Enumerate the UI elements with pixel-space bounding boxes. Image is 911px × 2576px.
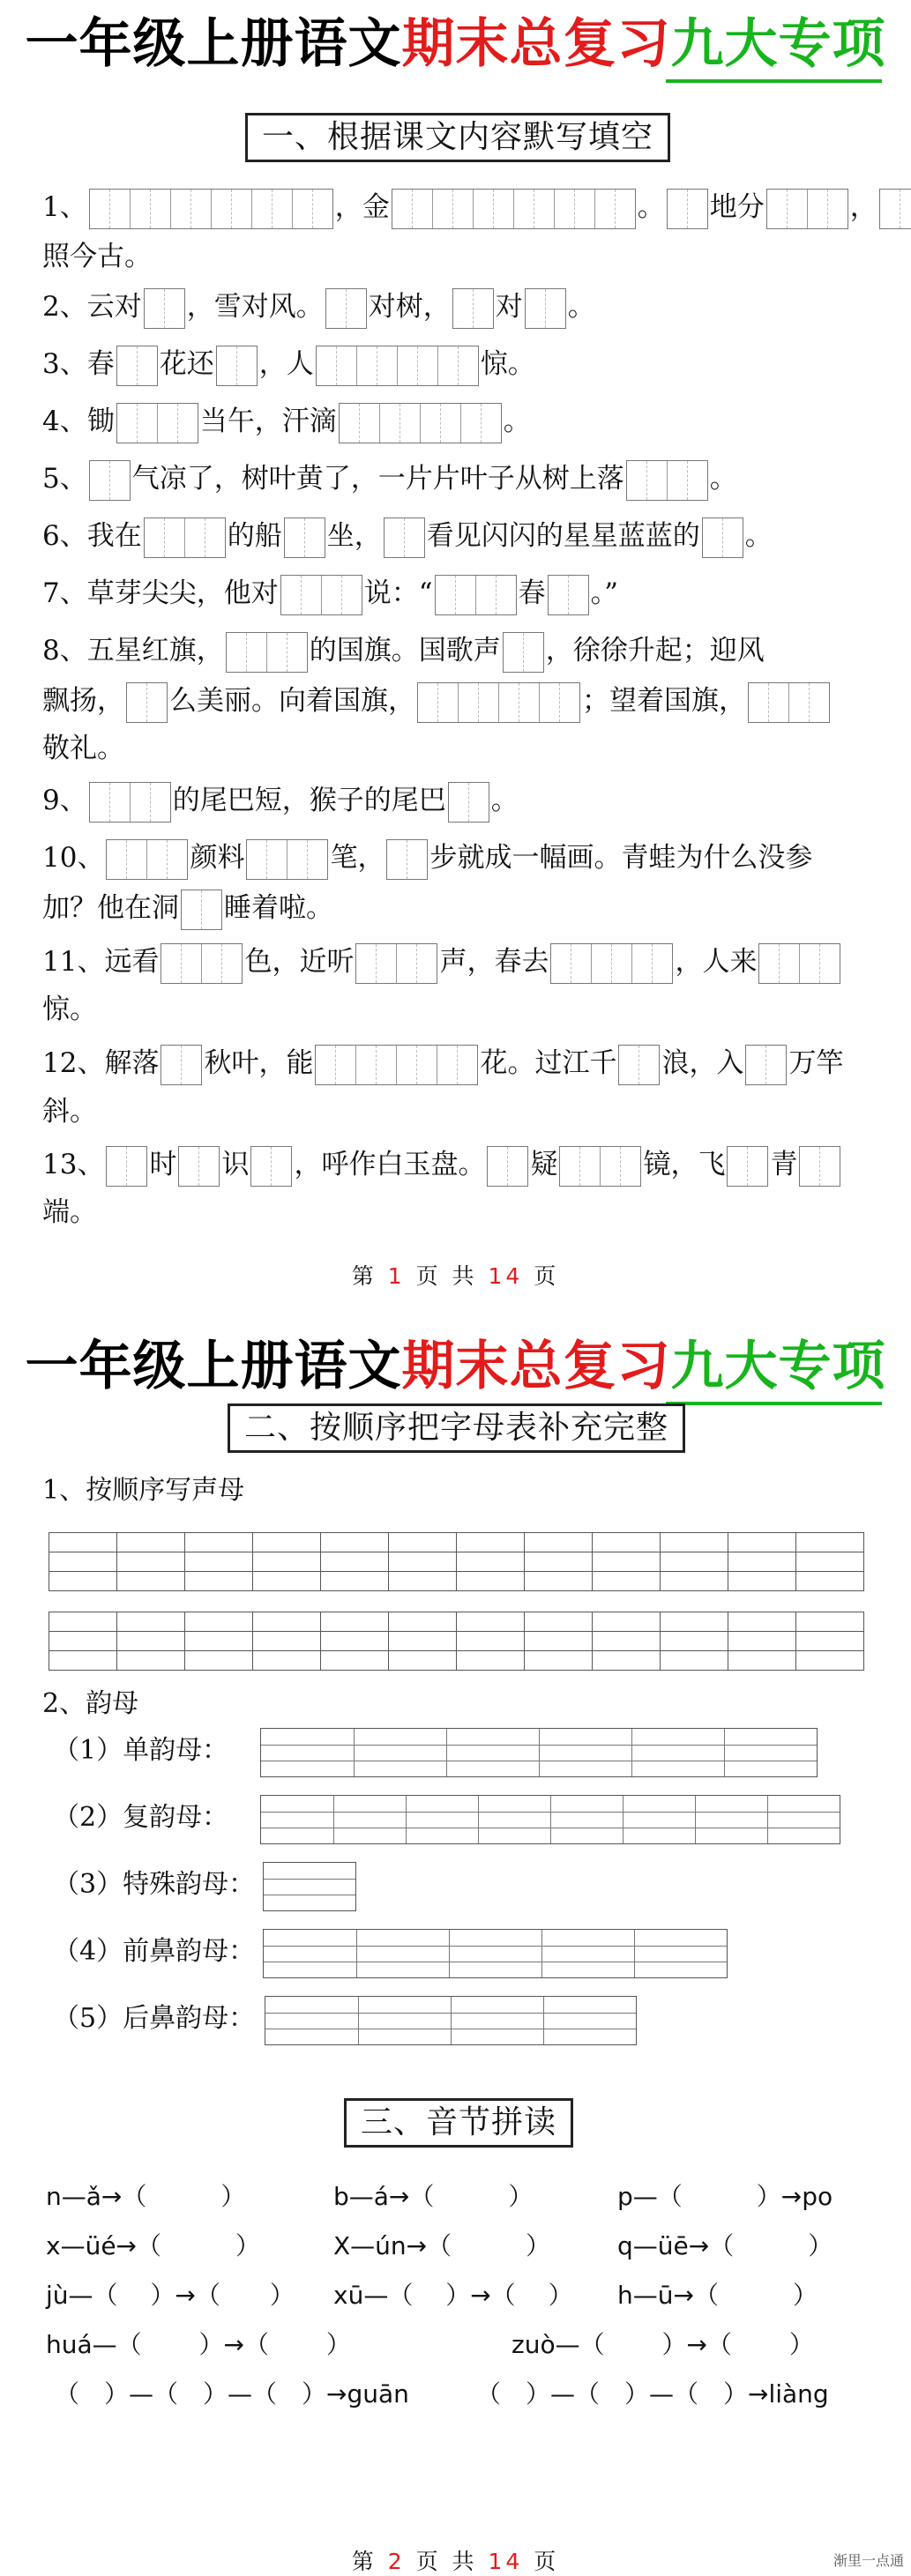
pinyin-r1-a: n—ǎ→（ ） (46, 2182, 246, 2211)
pinyin-r4-b: zuò—（ ）→（ ） (512, 2330, 814, 2359)
title-underline (666, 79, 882, 83)
yunmu-compound-label: （2）复韵母： (53, 1802, 229, 1833)
yunmu-back-nasal-label: （5）后鼻韵母： (53, 2003, 256, 2034)
yunmu-special-grid[interactable] (263, 1862, 356, 1911)
dictation-line-13b: 端。 (42, 1196, 97, 1228)
dictation-line-10b: 加？他在洞 睡着啦。 (42, 888, 333, 930)
yunmu-single-label: （1）单韵母： (53, 1735, 229, 1766)
pinyin-r4-a: huá—（ ）→（ ） (46, 2330, 351, 2359)
dictation-line-11b: 惊。 (42, 994, 97, 1025)
dictation-line-2: 2、云对 ，雪对风。 对树， 对 。 (42, 287, 595, 329)
section-2-heading: 二、按顺序把字母表补充完整 (228, 1403, 685, 1453)
dictation-line-1: 1、 ，金 。 地分 ， (42, 187, 911, 229)
yunmu-single-grid[interactable] (260, 1728, 818, 1777)
pinyin-r2-b: X—ún→（ ） (333, 2231, 551, 2260)
yunmu-special-label: （3）特殊韵母： (53, 1869, 256, 1900)
question-yunmu: 2、韵母 (42, 1688, 139, 1719)
pinyin-r3-b: xū—（ ）→（ ） (333, 2281, 573, 2310)
dictation-line-7: 7、草芽尖尖，他对 说：“ 春 。” (42, 573, 618, 615)
yunmu-compound-grid[interactable] (260, 1795, 840, 1844)
dictation-line-5: 5、 气凉了，树叶黄了，一片片叶子从树上落 。 (42, 458, 737, 501)
pinyin-r1-b: b—á→（ ） (333, 2182, 534, 2211)
section-3-heading: 三、音节拼读 (344, 2098, 573, 2148)
pinyin-r2-a: x—üé→（ ） (46, 2231, 261, 2260)
dictation-line-4: 4、锄 当午，汗滴 。 (42, 401, 531, 443)
watermark: 渐里一点通 (833, 2552, 904, 2569)
dictation-line-8c: 敬礼。 (42, 733, 124, 764)
pinyin-r3-a: jù—（ ）→（ ） (46, 2281, 295, 2310)
dictation-line-6: 6、我在 的船 坐， 看见闪闪的星星蓝蓝的 。 (42, 516, 773, 558)
page-number-1: 第 1 页 共 14 页 (351, 1263, 560, 1289)
dictation-line-8: 8、五星红旗， 的国旗。国歌声 ，徐徐升起；迎风 (42, 630, 765, 673)
dictation-line-12b: 斜。 (42, 1096, 97, 1128)
dictation-line-8b: 飘扬， 么美丽。向着国旗， ；望着国旗， (42, 681, 832, 723)
yunmu-front-nasal-label: （4）前鼻韵母： (53, 1936, 256, 1967)
dictation-line-9: 9、 的尾巴短，猴子的尾巴 。 (42, 780, 519, 823)
dictation-line-10: 10、 颜料 笔， 步就成一幅画。青蛙为什么没参 (42, 838, 812, 880)
pinyin-r3-c: h—ū→（ ） (617, 2281, 818, 2310)
pinyin-r1-c: p—（ ）→po (617, 2182, 833, 2211)
page-title-2: 一年级上册语文期末总复习九大专项 (25, 1336, 886, 1397)
shengmu-writing-grid-2[interactable] (49, 1612, 864, 1670)
yunmu-front-nasal-grid[interactable] (263, 1929, 728, 1978)
dictation-line-1b: 照今古。 (42, 241, 152, 272)
title-underline-2 (666, 1402, 882, 1405)
page-title: 一年级上册语文期末总复习九大专项 (25, 13, 886, 75)
pinyin-r2-c: q—üē→（ ） (617, 2231, 833, 2260)
dictation-line-3: 3、春 花还 ，人 惊。 (42, 344, 535, 386)
yunmu-back-nasal-grid[interactable] (265, 1996, 637, 2045)
section-1-heading: 一、根据课文内容默写填空 (245, 113, 670, 162)
pinyin-r5-a: （ ）—（ ）—（ ）→guān (55, 2379, 409, 2408)
question-shengmu: 1、按顺序写声母 (42, 1475, 245, 1506)
pinyin-r5-b: （ ）—（ ）—（ ）→liàng (476, 2379, 829, 2408)
dictation-line-12: 12、解落 秋叶，能 花。过江千 浪，入 万竿 (42, 1043, 843, 1085)
dictation-line-11: 11、远看 色，近听 声，春去 ，人来 (42, 942, 842, 984)
dictation-line-13: 13、 时 识 ，呼作白玉盘。 疑 镜，飞 青 (42, 1144, 842, 1187)
shengmu-writing-grid-1[interactable] (49, 1532, 864, 1590)
page-number-2: 第 2 页 共 14 页 (351, 2549, 560, 2574)
